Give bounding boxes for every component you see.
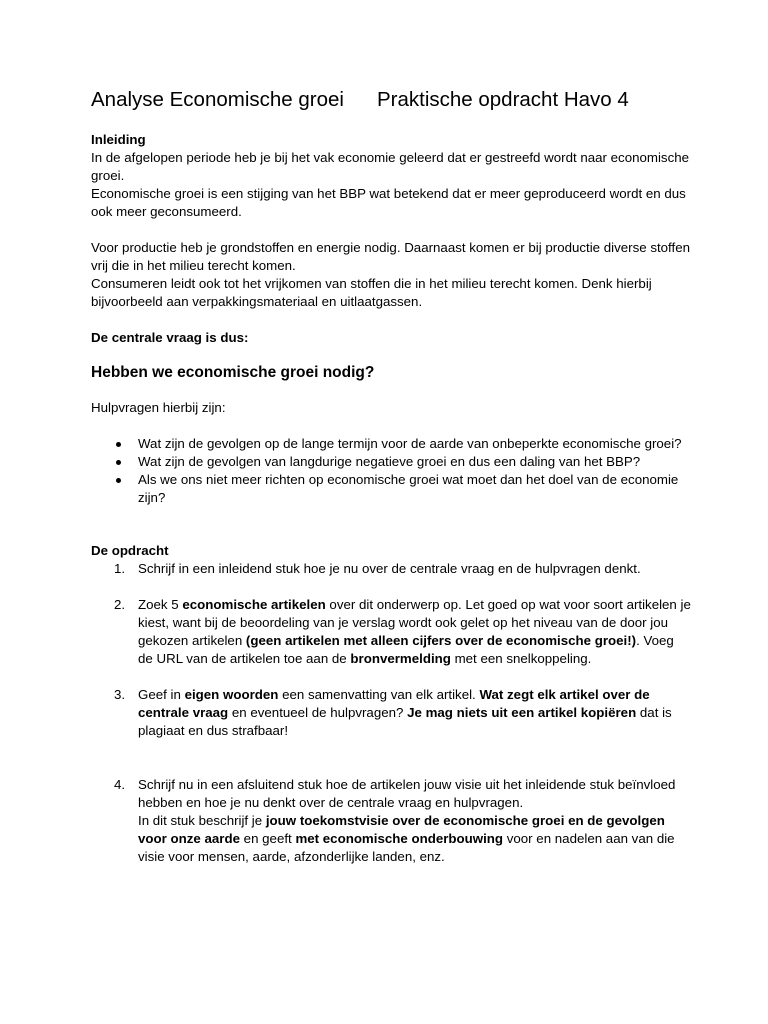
bullet-icon — [116, 442, 121, 447]
intro-paragraph-1: In de afgelopen periode heb je bij het vak economie geleerd dat er gestreefd wordt naar economische groei. — [91, 150, 690, 183]
step-2: 2. Zoek 5 economische artikelen over dit onderwerp op. Let goed op wat voor soort artikelen je kiest, want bij de beoordeling van je verslag wordt ook gelet op het niveau van de door jou gekozen artikelen (geen artikelen met alleen cijfers over de economische groei!). Voeg de URL van de artikelen toe aan de bronvermelding met een snelkoppeling. — [114, 597, 691, 666]
intro-paragraph-2: Economische groei is een stijging van het BBP wat betekend dat er meer geproduceerd wordt en dus ook meer geconsumeerd. — [91, 186, 686, 219]
intro-paragraph-3: Voor productie heb je grondstoffen en energie nodig. Daarnaast komen er bij productie diverse stoffen vrij die in het milieu terecht komen. — [91, 240, 690, 273]
step-3: 3. Geef in eigen woorden een samenvatting van elk artikel. Wat zegt elk artikel over de centrale vraag en eventueel de hulpvragen? Je mag niets uit een artikel kopiëren dat is plagiaat en dus strafbaar! — [114, 687, 672, 738]
assignment-heading: De opdracht — [91, 543, 169, 558]
step-4-paragraph-2: In dit stuk beschrijf je jouw toekomstvisie over de economische groei en de gevolgen voor onze aarde en geeft met economische onderbouwing voor en nadelen aan van die visie voor mensen, aarde, afzonderlijke landen, enz. — [138, 813, 675, 864]
bullet-icon — [116, 460, 121, 465]
assignment-steps — [91, 560, 691, 812]
central-question: Hebben we economische groei nodig? — [91, 364, 375, 381]
bullet-icon — [116, 478, 121, 483]
subquestion-item: Als we ons niet meer richten op economische groei wat moet dan het doel van de economie zijn? — [91, 471, 691, 507]
subquestion-list — [91, 435, 691, 507]
document-title — [91, 87, 629, 113]
title-right: Praktische opdracht Havo 4 — [376, 88, 629, 111]
subquestions-label: Hulpvragen hierbij zijn: — [91, 400, 226, 415]
step-1: 1. Schrijf in een inleidend stuk hoe je nu over de centrale vraag en de hulpvragen denkt. — [114, 561, 641, 576]
intro-paragraph-4: Consumeren leidt ook tot het vrijkomen van stoffen die in het milieu terecht komen. Denk hierbij bijvoorbeeld aan verpakkingsmateriaal en uitlaatgassen. — [91, 276, 652, 309]
title-left: Analyse Economische groei — [91, 88, 344, 111]
subquestion-item: Wat zijn de gevolgen van langdurige negatieve groei en dus een daling van het BBP? — [91, 453, 691, 471]
subquestion-item: Wat zijn de gevolgen op de lange termijn voor de aarde van onbeperkte economische groei? — [91, 435, 691, 453]
central-question-label: De centrale vraag is dus: — [91, 330, 249, 345]
intro-heading: Inleiding — [91, 132, 146, 147]
step-4: 4. Schrijf nu in een afsluitend stuk hoe de artikelen jouw visie uit het inleidende stuk beïnvloed hebben en hoe je nu denkt over de centrale vraag en hulpvragen. — [114, 777, 676, 810]
document-body — [91, 131, 691, 866]
